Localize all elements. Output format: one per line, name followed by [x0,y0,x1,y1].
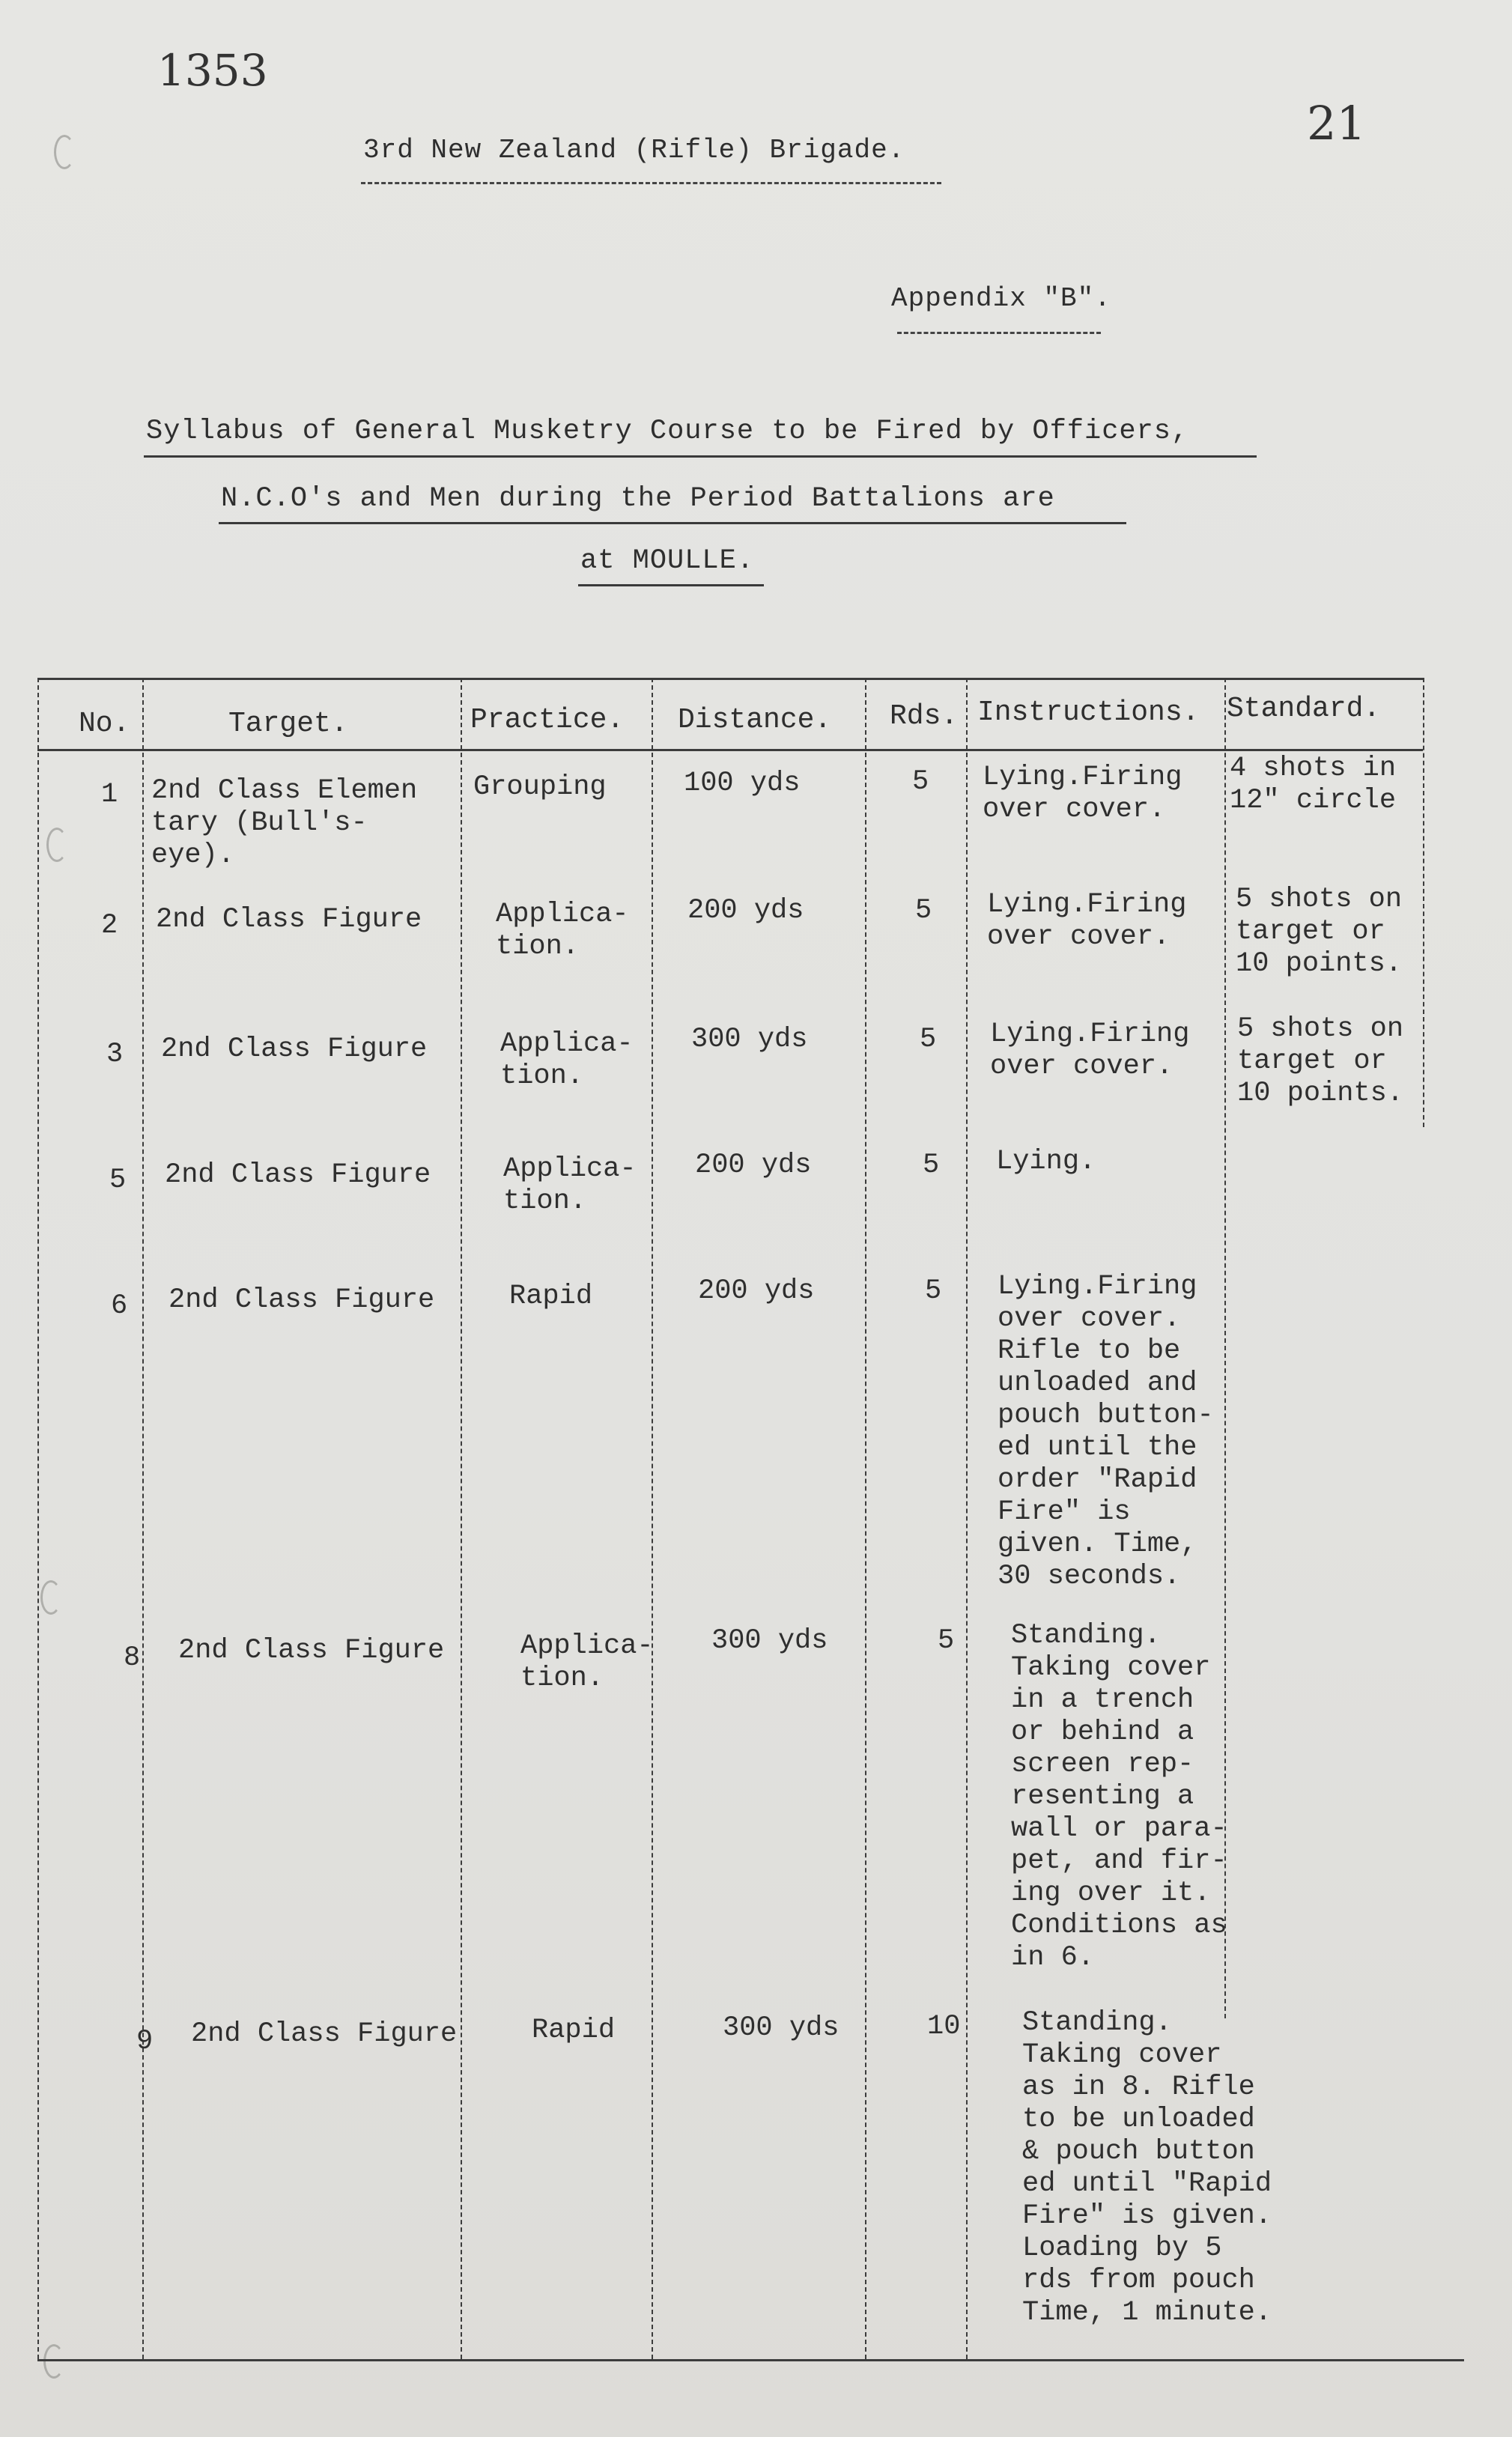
col-divider [461,678,462,2359]
table-row-2-no: 2 [101,910,118,941]
table-row-4-no: 5 [109,1165,127,1196]
table-row-3-instructions: Lying.Firing over cover. [990,1019,1190,1082]
table-row-2-instructions: Lying.Firing over cover. [987,889,1187,953]
table-row-3-target: 2nd Class Figure [161,1034,428,1065]
title-line-1: Syllabus of General Musketry Course to be Fired by Officers, [146,416,1189,447]
table-top-rule [37,678,1423,680]
col-divider [966,678,968,2359]
table-row-7-practice: Rapid [532,2015,616,2046]
table-row-5-practice: Rapid [509,1281,593,1312]
col-divider [37,678,39,2359]
table-row-7-instructions: Standing. Taking cover as in 8. Rifle to be unloaded & pouch button ed until "Rapid Fire" is given. Loading by 5 rds from pouch Time, 1 minute. [1022,2007,1272,2328]
table-row-6-instructions: Standing. Taking cover in a trench or behind a screen rep- resenting a wall or para- pet, and fir- ing over it. Conditions as in 6. [1011,1620,1227,1973]
col-divider [1423,678,1424,1127]
table-row-4-distance: 200 yds [695,1150,812,1181]
table-row-3-rds: 5 [920,1024,937,1055]
table-row-4-rds: 5 [923,1150,940,1181]
table-row-7-rds: 10 [927,2011,961,2042]
table-row-6-no: 8 [124,1642,141,1674]
table-row-2-practice: Applica- tion. [496,899,629,962]
table-row-6-practice: Applica- tion. [520,1630,654,1694]
page-number: 21 [1307,96,1366,151]
table-row-3-practice: Applica- tion. [500,1028,634,1092]
title-line-3: at MOULLE. [580,545,755,577]
table-row-1-instructions: Lying.Firing over cover. [983,762,1182,825]
header-target: Target. [228,708,348,740]
appendix-underline [897,332,1101,334]
table-row-4-practice: Applica- tion. [503,1153,637,1217]
col-divider [142,678,144,2359]
table-row-1-distance: 100 yds [684,768,801,799]
table-row-7-target: 2nd Class Figure [191,2018,458,2050]
table-row-5-no: 6 [111,1290,128,1322]
brigade-underline [361,182,941,184]
table-row-6-rds: 5 [938,1625,955,1657]
header-standard: Standard. [1227,693,1381,725]
header-distance: Distance. [678,704,832,736]
table-row-1-practice: Grouping [473,771,607,803]
table-row-1-no: 1 [101,779,118,810]
title-underline-3 [578,584,764,586]
table-row-5-target: 2nd Class Figure [168,1284,435,1316]
header-instructions: Instructions. [977,696,1200,729]
table-row-3-standard: 5 shots on target or 10 points. [1237,1013,1404,1109]
title-underline-2 [219,522,1126,524]
table-bottom-rule [37,2359,1464,2361]
table-row-7-distance: 300 yds [723,2012,840,2044]
table-row-1-target: 2nd Class Elemen tary (Bull's- eye). [151,775,418,871]
table-row-6-target: 2nd Class Figure [178,1635,445,1666]
header-no: No. [79,708,130,740]
table-row-2-standard: 5 shots on target or 10 points. [1236,884,1403,980]
table-row-5-instructions: Lying.Firing over cover. Rifle to be unloaded and pouch button- ed until the order "Rapid Fire" is given. Time, 30 seconds. [998,1271,1214,1592]
table-row-2-rds: 5 [915,895,932,926]
appendix-label: Appendix "B". [891,283,1111,314]
table-row-3-no: 3 [106,1039,124,1070]
table-header-rule [37,749,1423,751]
col-divider [865,678,866,2359]
title-underline-1 [144,455,1257,458]
title-line-2: N.C.O's and Men during the Period Battalions are [221,483,1055,515]
punch-hole [54,135,75,169]
table-row-1-standard: 4 shots in 12" circle [1230,753,1397,816]
table-row-2-distance: 200 yds [687,895,804,926]
table-row-5-distance: 200 yds [698,1275,815,1307]
table-row-4-target: 2nd Class Figure [165,1159,431,1191]
brigade-heading: 3rd New Zealand (Rifle) Brigade. [363,135,905,166]
musketry-table [37,678,1464,2363]
table-row-3-distance: 300 yds [691,1024,808,1055]
col-divider [652,678,653,2359]
table-row-5-rds: 5 [925,1275,942,1307]
table-row-2-target: 2nd Class Figure [156,904,422,935]
table-row-4-instructions: Lying. [996,1146,1096,1177]
table-row-1-rds: 5 [912,766,929,798]
table-row-7-no: 9 [136,2026,154,2057]
table-row-6-distance: 300 yds [711,1625,828,1657]
header-rds: Rds. [890,700,959,732]
header-practice: Practice. [470,704,625,736]
reference-number: 1353 [157,45,268,96]
